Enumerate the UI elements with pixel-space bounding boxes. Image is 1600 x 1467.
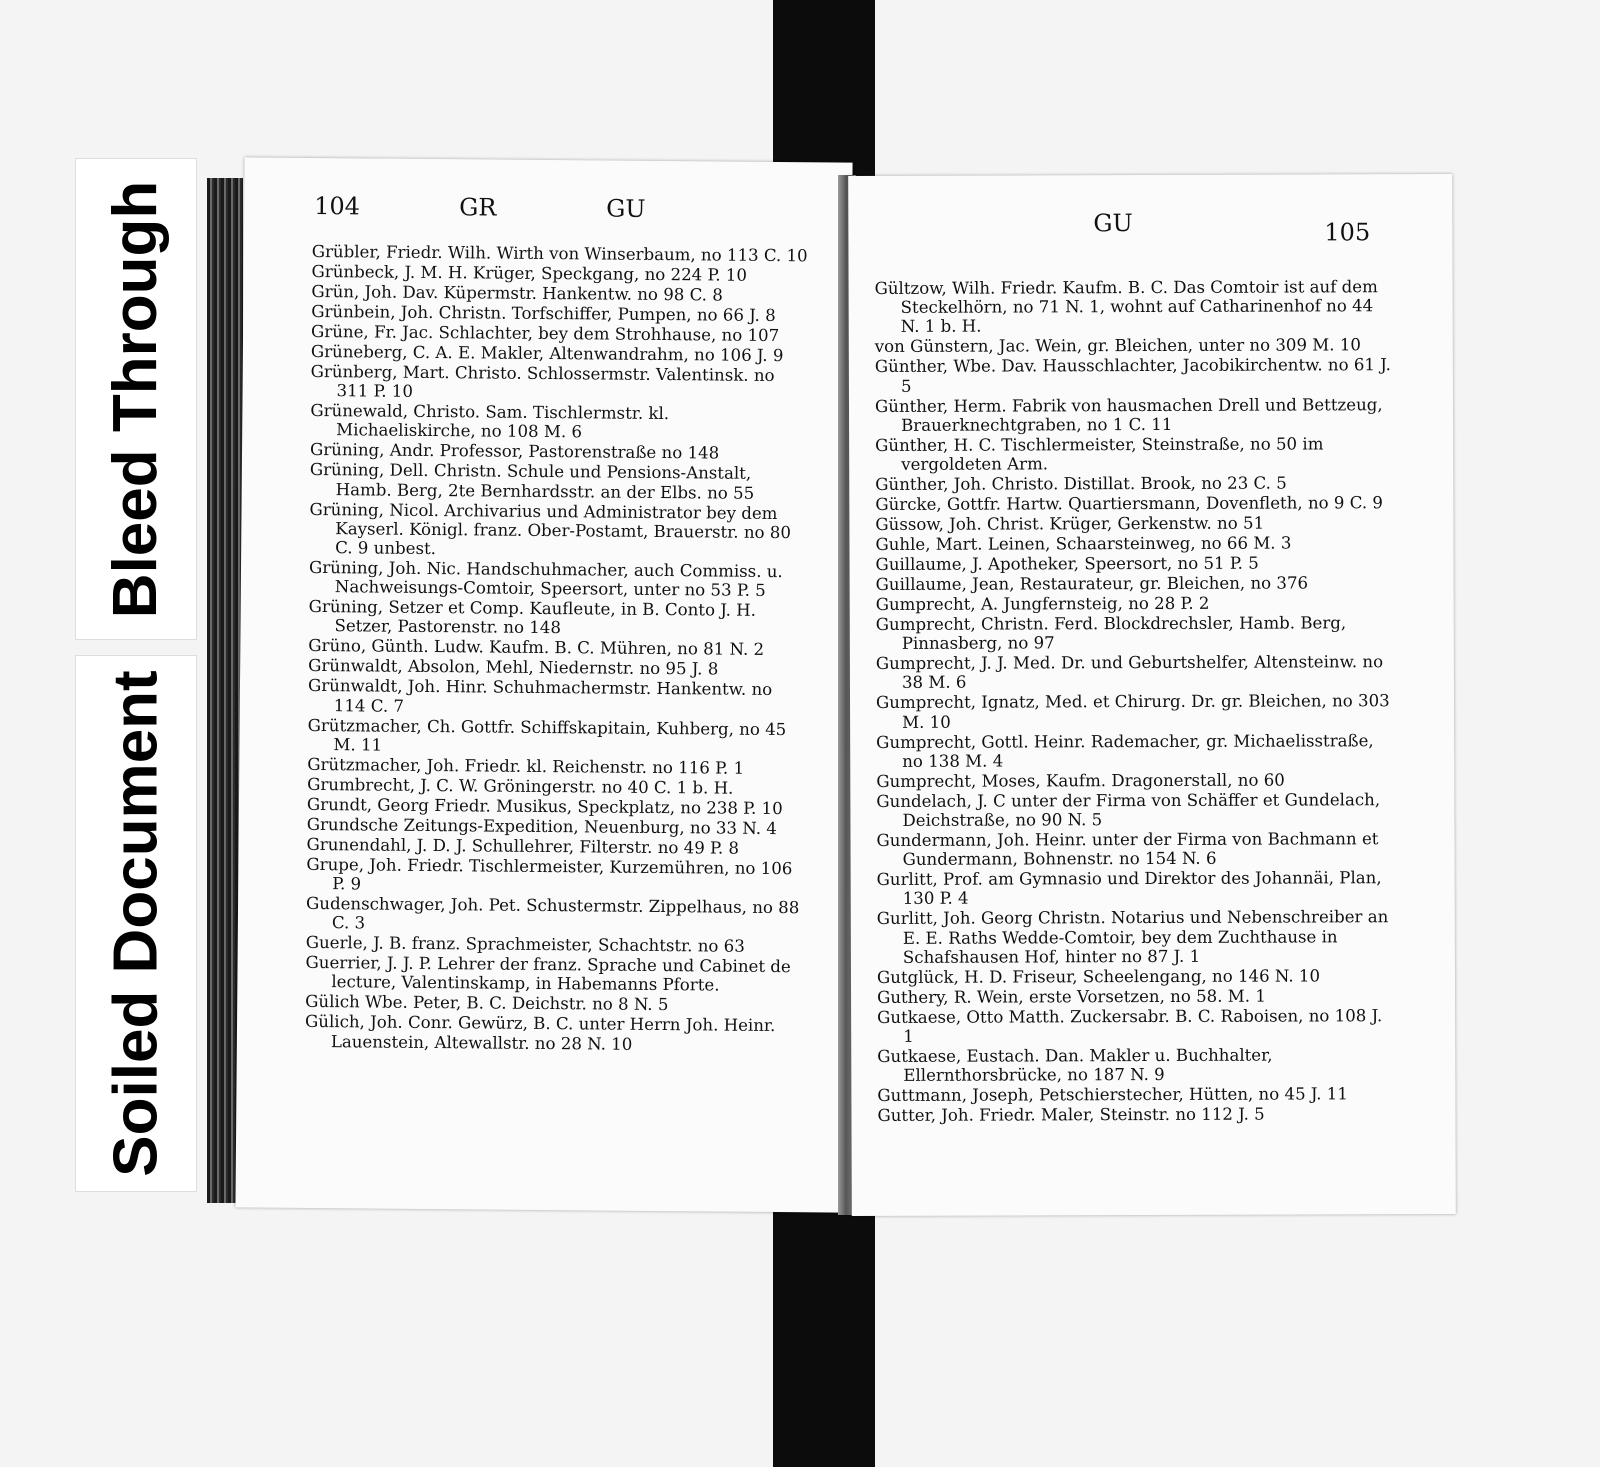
directory-entry: Grundt, Georg Friedr. Musikus, Speckplatz, no 238 P. 10 [306, 794, 783, 818]
binding-strap-top [773, 0, 875, 185]
left-page-number: 104 [314, 191, 361, 221]
directory-entry: Grüning, Nicol. Archivarius und Administrator bey dem Kayserl. Königl. franz. Ober-Postamt, Brauerstr. no 80 C. 9 unbest. [309, 499, 792, 559]
directory-entry: Günther, Herm. Fabrik von hausmachen Drell und Bettzeug, Brauerknechtgraben, no 1 C. 11 [874, 394, 1383, 435]
directory-entry: Grünwaldt, Absolon, Mehl, Niedernstr. no 95 J. 8 [308, 656, 719, 679]
directory-entry: Grüning, Dell. Christn. Schule und Pensions-Anstalt, Hamb. Berg, 2te Bernhardsstr. an der Elbs. no 55 [309, 460, 755, 503]
directory-entry: Grupe, Joh. Friedr. Tischlermeister, Kurzemühren, no 106 P. 9 [306, 854, 793, 894]
directory-entry: Gundelach, J. C unter der Firma von Schäffer et Gundelach, Deichstraße, no 90 N. 5 [876, 790, 1381, 830]
directory-entry: Gurlitt, Prof. am Gymnasio und Direktor des Johannäi, Plan, 130 P. 4 [876, 868, 1382, 909]
directory-entry: Guhle, Mart. Leinen, Schaarsteinweg, no 66 M. 3 [875, 533, 1292, 554]
directory-entry: Grünewald, Christo. Sam. Tischlermstr. kl. Michaeliskirche, no 108 M. 6 [310, 401, 670, 442]
directory-entry: Gumprecht, Ignatz, Med. et Chirurg. Dr. gr. Bleichen, no 303 M. 10 [875, 691, 1390, 732]
directory-entry: Guttmann, Joseph, Petschierstecher, Hütten, no 45 J. 11 [877, 1084, 1348, 1106]
left-entry-list [305, 242, 812, 1056]
left-header-gu: GU [606, 194, 646, 223]
directory-entry: Grundsche Zeitungs-Expedition, Neuenburg, no 33 N. 4 [306, 814, 777, 838]
directory-entry: von Günstern, Jac. Wein, gr. Bleichen, unter no 309 M. 10 [874, 335, 1361, 357]
directory-entry: Günther, Wbe. Dav. Hausschlachter, Jacobikirchentw. no 61 J. 5 [874, 355, 1391, 396]
directory-entry: Gutkaese, Eustach. Dan. Makler u. Buchhalter, Ellernthorsbrücke, no 187 N. 9 [877, 1045, 1273, 1086]
directory-entry: Grüne, Fr. Jac. Schlachter, bey dem Strohhause, no 107 [310, 321, 780, 346]
right-page-number: 105 [1324, 218, 1371, 247]
directory-entry: Guillaume, Jean, Restaurateur, gr. Bleichen, no 376 [875, 573, 1309, 594]
directory-entry: Gültzow, Wilh. Friedr. Kaufm. B. C. Das Comtoir ist auf dem Steckelhörn, no 71 N. 1, wohnt auf Catharinenhof no 44 N. 1 b. H. [874, 277, 1378, 337]
directory-entry: Grünwaldt, Joh. Hinr. Schuhmachermstr. Hankentw. no 114 C. 7 [307, 676, 773, 716]
directory-entry: Guthery, R. Wein, erste Vorsetzen, no 58. M. 1 [877, 986, 1266, 1007]
directory-entry: Gurlitt, Joh. Georg Christn. Notarius und Nebenschreiber an E. E. Raths Wedde-Comtoir, bey dem Zuchthause in Schafshausen Hof, hinter no 87 J. 1 [876, 907, 1389, 967]
directory-entry: Gutkaese, Otto Matth. Zuckersabr. B. C. Raboisen, no 108 J. 1 [877, 1006, 1383, 1046]
binding-strap-bottom [773, 1210, 875, 1467]
directory-entry: Grünbein, Joh. Christn. Torfschiffer, Pumpen, no 66 J. 8 [311, 301, 776, 326]
directory-entry: Grützmacher, Ch. Gottfr. Schiffskapitain, Kuhberg, no 45 M. 11 [307, 715, 787, 755]
directory-entry: Gumprecht, Moses, Kaufm. Dragonerstall, no 60 [876, 770, 1285, 791]
directory-entry: Grunendahl, J. D. J. Schullehrer, Filterstr. no 49 P. 8 [306, 834, 740, 858]
directory-entry: Gülich, Joh. Conr. Gewürz, B. C. unter Herrn Joh. Heinr. Lauenstein, Altewallstr. no 28 N. 10 [304, 1012, 776, 1054]
directory-entry: Grumbrecht, J. C. W. Gröningerstr. no 40 C. 1 b. H. [307, 774, 734, 798]
directory-entry: Grünbeck, J. M. H. Krüger, Speckgang, no 224 P. 10 [311, 261, 748, 285]
directory-entry: Guerle, J. B. franz. Sprachmeister, Schachtstr. no 63 [305, 933, 745, 956]
directory-entry: Grübler, Friedr. Wilh. Wirth von Winserbaum, no 113 C. 10 [311, 241, 808, 266]
left-page [235, 157, 852, 1212]
directory-entry: Grützmacher, Joh. Friedr. kl. Reichenstr. no 116 P. 1 [307, 754, 745, 778]
right-page [848, 174, 1456, 1216]
directory-entry: Güssow, Joh. Christ. Krüger, Gerkenstw. no 51 [875, 513, 1265, 534]
directory-entry: Gutglück, H. D. Friseur, Scheelengang, no 146 N. 10 [876, 966, 1321, 987]
directory-entry: Guillaume, J. Apotheker, Speersort, no 51 P. 5 [875, 553, 1259, 574]
directory-entry: Gumprecht, Christn. Ferd. Blockdrechsler, Hamb. Berg, Pinnasberg, no 97 [875, 613, 1347, 654]
directory-entry: Grüno, Günth. Ludw. Kaufm. B. C. Mühren, no 81 N. 2 [308, 636, 765, 660]
directory-entry: Günther, Joh. Christo. Distillat. Brook, no 23 C. 5 [875, 473, 1287, 494]
directory-entry: Guerrier, J. J. P. Lehrer der franz. Sprache und Cabinet de lecture, Valentinskamp, in Habemanns Pforte. [305, 953, 791, 995]
directory-entry: Grüning, Andr. Professor, Pastorenstraße no 148 [309, 440, 720, 463]
soiled-document-label: Soiled Document [75, 655, 197, 1192]
directory-entry: Gürcke, Gottfr. Hartw. Quartiersmann, Dovenfleth, no 9 C. 9 [875, 493, 1383, 514]
directory-entry: Gutter, Joh. Friedr. Maler, Steinstr. no 112 J. 5 [877, 1104, 1265, 1126]
directory-entry: Gülich Wbe. Peter, B. C. Deichstr. no 8 N. 5 [305, 992, 669, 1015]
directory-entry: Günther, H. C. Tischlermeister, Steinstraße, no 50 im vergoldeten Arm. [875, 434, 1324, 474]
directory-entry: Gumprecht, J. J. Med. Dr. und Geburtshelfer, Altensteinw. no 38 M. 6 [875, 652, 1384, 693]
right-header-gu: GU [1093, 209, 1133, 238]
bleed-through-label: Bleed Through [75, 158, 197, 640]
right-entry-list [875, 277, 1396, 1126]
directory-entry: Grün, Joh. Dav. Küpermstr. Hankentw. no 98 C. 8 [311, 281, 723, 305]
directory-entry: Grüning, Joh. Nic. Handschuhmacher, auch Commiss. u. Nachweisungs-Comtoir, Speersort, unter no 53 P. 5 [308, 557, 783, 601]
directory-entry: Gumprecht, Gottl. Heinr. Rademacher, gr. Michaelisstraße, no 138 M. 4 [876, 730, 1374, 771]
directory-entry: Gudenschwager, Joh. Pet. Schustermstr. Zippelhaus, no 88 C. 3 [306, 893, 800, 933]
directory-entry: Grüneberg, C. A. E. Makler, Altenwandrahm, no 106 J. 9 [310, 341, 784, 366]
directory-entry: Gundermann, Joh. Heinr. unter der Firma von Bachmann et Gundermann, Bohnenstr. no 154 N. 6 [876, 829, 1379, 870]
left-header-gr: GR [459, 193, 497, 222]
directory-entry: Gumprecht, A. Jungfernsteig, no 28 P. 2 [875, 593, 1210, 614]
directory-entry: Grünberg, Mart. Christo. Schlossermstr. Valentinsk. no 311 P. 10 [310, 361, 775, 402]
directory-entry: Grüning, Setzer et Comp. Kaufleute, in B. Conto J. H. Setzer, Pastorenstr. no 148 [308, 597, 757, 638]
